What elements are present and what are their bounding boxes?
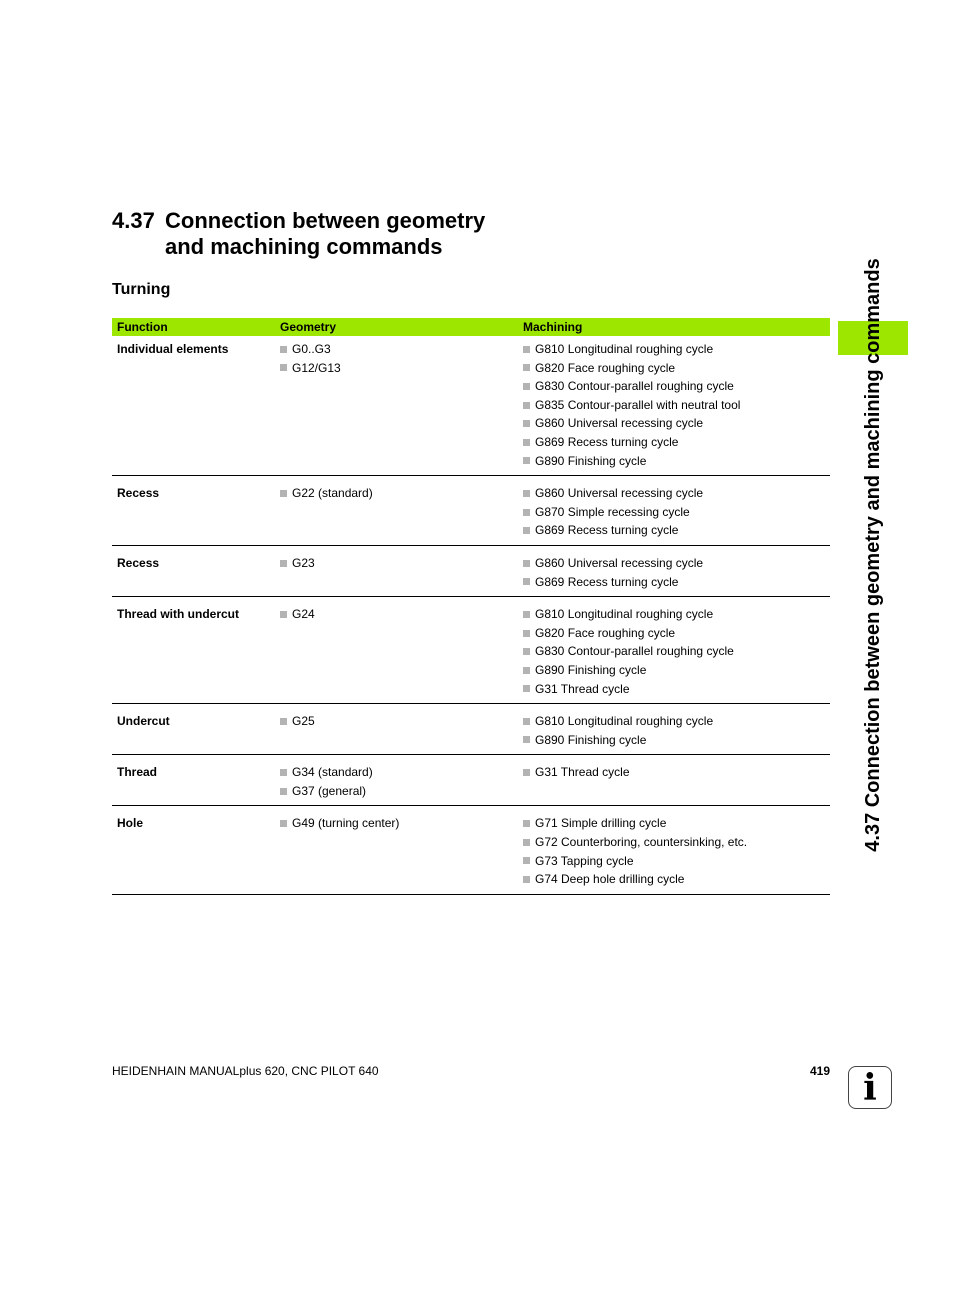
square-bullet-icon	[523, 490, 530, 497]
machining-item-text: G74 Deep hole drilling cycle	[535, 872, 685, 887]
side-tab-text: 4.37 Connection between geometry and machining commands	[862, 258, 884, 852]
section-title-line2: and machining commands	[165, 234, 443, 259]
square-bullet-icon	[523, 769, 530, 776]
geometry-list-item	[280, 712, 518, 731]
geometry-cell	[275, 597, 518, 704]
geometry-cell	[275, 806, 518, 894]
machining-list-item	[523, 359, 830, 378]
machining-list-item	[523, 414, 830, 433]
function-cell: Undercut	[117, 714, 170, 729]
geometry-item-text: G37 (general)	[292, 783, 367, 798]
machining-item-text: G870 Simple recessing cycle	[535, 504, 690, 519]
square-bullet-icon	[280, 364, 287, 371]
geometry-list-item	[280, 484, 518, 503]
machining-item-text: G860 Universal recessing cycle	[535, 486, 704, 501]
square-bullet-icon	[523, 439, 530, 446]
geometry-item-text: G25	[292, 714, 315, 729]
section-title-line1: Connection between geometry	[165, 208, 486, 233]
table-row	[112, 597, 830, 704]
function-cell: Recess	[117, 486, 160, 501]
square-bullet-icon	[280, 820, 287, 827]
square-bullet-icon	[523, 718, 530, 725]
square-bullet-icon	[523, 383, 530, 390]
geometry-list-item	[280, 763, 518, 782]
machining-list-item	[523, 573, 830, 592]
machining-item-text: G31 Thread cycle	[535, 681, 630, 696]
machining-item-text: G835 Contour-parallel with neutral tool	[535, 397, 741, 412]
machining-cell	[518, 597, 830, 704]
square-bullet-icon	[523, 685, 530, 692]
function-cell: Recess	[117, 555, 160, 570]
square-bullet-icon	[523, 876, 530, 883]
machining-item-text: G820 Face roughing cycle	[535, 625, 676, 640]
machining-list-item	[523, 452, 830, 471]
geometry-cell	[275, 545, 518, 596]
square-bullet-icon	[523, 630, 530, 637]
geometry-cell	[275, 755, 518, 806]
header-machining: Machining	[518, 318, 830, 336]
machining-list-item	[523, 642, 830, 661]
geometry-cell	[275, 704, 518, 755]
square-bullet-icon	[280, 560, 287, 567]
square-bullet-icon	[523, 648, 530, 655]
square-bullet-icon	[523, 420, 530, 427]
machining-item-text: G860 Universal recessing cycle	[535, 416, 704, 431]
machining-item-text: G890 Finishing cycle	[535, 732, 647, 747]
square-bullet-icon	[280, 346, 287, 353]
table-row	[112, 476, 830, 546]
square-bullet-icon	[280, 490, 287, 497]
geometry-item-text: G23	[292, 555, 315, 570]
geometry-list-item	[280, 605, 518, 624]
machining-item-text: G869 Recess turning cycle	[535, 574, 679, 589]
machining-item-text: G73 Tapping cycle	[535, 853, 634, 868]
geometry-list-item	[280, 782, 518, 801]
page-number: 419	[809, 1064, 830, 1078]
machining-item-text: G820 Face roughing cycle	[535, 360, 676, 375]
machining-item-text: G869 Recess turning cycle	[535, 523, 679, 538]
machining-cell	[518, 704, 830, 755]
function-cell: Thread with undercut	[117, 607, 240, 622]
info-icon: i	[848, 1066, 892, 1109]
machining-item-text: G71 Simple drilling cycle	[535, 816, 667, 831]
machining-list-item	[523, 661, 830, 680]
geometry-cell	[275, 476, 518, 546]
machining-list-item	[523, 624, 830, 643]
machining-list-item	[523, 521, 830, 540]
machining-item-text: G72 Counterboring, countersinking, etc.	[535, 835, 748, 850]
machining-list-item	[523, 484, 830, 503]
machining-item-text: G830 Contour-parallel roughing cycle	[535, 644, 734, 659]
square-bullet-icon	[523, 402, 530, 409]
table-row	[112, 704, 830, 755]
square-bullet-icon	[523, 560, 530, 567]
geometry-item-text: G22 (standard)	[292, 486, 373, 501]
section-heading	[112, 208, 485, 260]
table-row	[112, 545, 830, 596]
machining-list-item	[523, 731, 830, 750]
geometry-list-item	[280, 814, 518, 833]
square-bullet-icon	[523, 457, 530, 464]
machining-item-text: G890 Finishing cycle	[535, 662, 647, 677]
square-bullet-icon	[280, 611, 287, 618]
square-bullet-icon	[523, 839, 530, 846]
geometry-item-text: G34 (standard)	[292, 765, 373, 780]
machining-item-text: G810 Longitudinal roughing cycle	[535, 714, 714, 729]
footer-text: HEIDENHAIN MANUALplus 620, CNC PILOT 640	[112, 1064, 379, 1078]
machining-list-item	[523, 377, 830, 396]
machining-list-item	[523, 503, 830, 522]
machining-list-item	[523, 712, 830, 731]
machining-item-text: G890 Finishing cycle	[535, 453, 647, 468]
geometry-list-item	[280, 340, 518, 359]
machining-cell	[518, 476, 830, 546]
function-cell: Thread	[117, 765, 158, 780]
square-bullet-icon	[523, 346, 530, 353]
subheading-turning: Turning	[112, 281, 171, 298]
geometry-list-item	[280, 554, 518, 573]
machining-item-text: G810 Longitudinal roughing cycle	[535, 342, 714, 356]
geometry-item-text: G0..G3	[292, 342, 331, 356]
square-bullet-icon	[523, 364, 530, 371]
square-bullet-icon	[523, 820, 530, 827]
header-function: Function	[112, 318, 275, 336]
table-body	[112, 336, 830, 894]
square-bullet-icon	[523, 509, 530, 516]
machining-cell	[518, 545, 830, 596]
machining-list-item	[523, 852, 830, 871]
machining-list-item	[523, 870, 830, 889]
table-row	[112, 755, 830, 806]
machining-list-item	[523, 396, 830, 415]
square-bullet-icon	[280, 718, 287, 725]
geometry-cell	[275, 336, 518, 476]
geometry-item-text: G24	[292, 607, 315, 622]
machining-list-item	[523, 554, 830, 573]
machining-item-text: G810 Longitudinal roughing cycle	[535, 607, 714, 622]
machining-item-text: G830 Contour-parallel roughing cycle	[535, 379, 734, 394]
machining-item-text: G869 Recess turning cycle	[535, 434, 679, 449]
square-bullet-icon	[280, 788, 287, 795]
square-bullet-icon	[523, 611, 530, 618]
table-row	[112, 336, 830, 476]
machining-list-item	[523, 814, 830, 833]
geometry-item-text: G49 (turning center)	[292, 816, 400, 831]
table-header-row	[112, 318, 830, 336]
square-bullet-icon	[280, 769, 287, 776]
square-bullet-icon	[523, 857, 530, 864]
header-geometry: Geometry	[275, 318, 518, 336]
section-number: 4.37	[112, 208, 155, 233]
machining-cell	[518, 336, 830, 476]
geometry-list-item	[280, 359, 518, 378]
function-cell: Individual elements	[117, 342, 229, 356]
function-cell: Hole	[117, 816, 144, 831]
machining-item-text: G860 Universal recessing cycle	[535, 555, 704, 570]
square-bullet-icon	[523, 527, 530, 534]
square-bullet-icon	[523, 667, 530, 674]
machining-list-item	[523, 833, 830, 852]
machining-list-item	[523, 605, 830, 624]
square-bullet-icon	[523, 578, 530, 585]
machining-list-item	[523, 340, 830, 359]
machining-list-item	[523, 763, 830, 782]
machining-list-item	[523, 433, 830, 452]
table-row	[112, 806, 830, 894]
machining-cell	[518, 755, 830, 806]
machining-list-item	[523, 680, 830, 699]
machining-cell	[518, 806, 830, 894]
commands-table	[112, 318, 830, 895]
geometry-item-text: G12/G13	[292, 360, 341, 375]
machining-item-text: G31 Thread cycle	[535, 765, 630, 780]
square-bullet-icon	[523, 736, 530, 743]
